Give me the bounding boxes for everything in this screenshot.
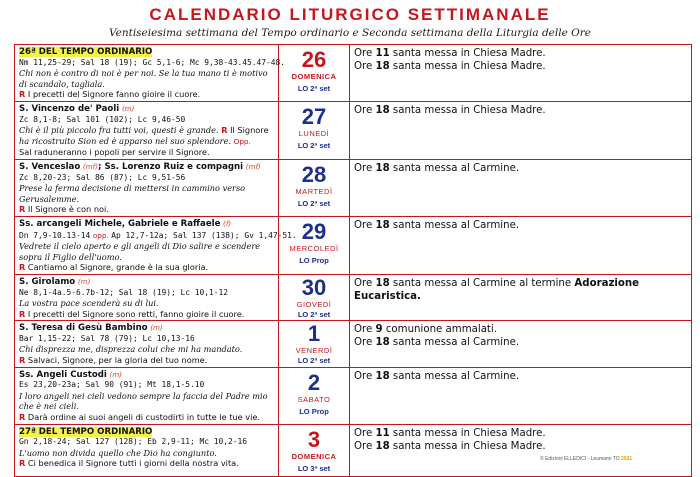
readings: Gn 2,18-24; Sal 127 (128); Eb 2,9-11; Mc 10,2-16 — [19, 437, 248, 447]
day-heading: S. Venceslao — [19, 161, 81, 172]
calendar-row-30 — [15, 274, 692, 320]
psalter-week: LO Prop — [299, 406, 329, 416]
publisher-footer: © Edizioni ELLEDICI - Leumann TO 2021 — [540, 456, 633, 462]
calendar-row-29 — [15, 216, 692, 274]
gospel-verse: Chi disprezza me, disprezza colui che mi ha mandato. — [19, 344, 243, 355]
psalter-week: LO 2ª set — [297, 84, 331, 93]
mass-line: Ore 11 santa messa in Chiesa Madre. — [354, 48, 546, 59]
weekday: MERCOLEDÌ — [289, 243, 339, 253]
mass-line: Ore 18 santa messa al Carmine al termine Adorazione — [354, 277, 640, 289]
day-heading: Ss. arcangeli Michele, Gabriele e Raffaele — [19, 218, 221, 229]
day-number: 26 — [301, 47, 327, 72]
day-heading: S. Vincenzo de' Paoli — [19, 104, 120, 114]
liturgy-cell: Ss. arcangeli Michele, Gabriele e Raffaele (f) Dn 7,9-10.13-14 opp. Ap 12,7-12a; Sal 137 (138); Gv 1,47-51. Vedrete il cielo aperto e gli angeli di Dio salire e scendere sopra il Figlio dell'uomo. R Cantiamo al Signore, grande è la sua gloria. — [15, 216, 279, 274]
masses-cell — [350, 321, 692, 367]
weekday: SABATO — [297, 394, 331, 404]
date-cell — [279, 216, 350, 274]
liturgy-cell: S. Vincenzo de' Paoli (m) Zc 8,1-8; Sal 101 (102); Lc 9,46-50 Chi è il più piccolo fra tutti voi, questi è grande. R Il Signore ha ricostruito Sion ed è apparso nel suo splendore. Opp. Sal raduneranno i popoli per servire il Signore. — [15, 102, 279, 160]
mass-line: Ore 18 santa messa al Carmine. — [354, 162, 520, 174]
weekday: GIOVEDÌ — [296, 299, 332, 309]
day-number: 2 — [307, 369, 321, 395]
response-icon: R — [19, 89, 26, 100]
liturgy-cell: 27ª DEL TEMPO ORDINARIO Gn 2,18-24; Sal 127 (128); Eb 2,9-11; Mc 10,2-16 L'uomo non divida quello che Dio ha congiunto. R Ci benedica il Signore tutti i giorni della nostra vita. — [15, 424, 279, 476]
day-heading: S. Girolamo — [19, 276, 76, 287]
calendar-row-2 — [15, 367, 692, 424]
date-cell — [279, 45, 350, 102]
psalm-response: Ci benedica il Signore tutti i giorni della nostra vita. — [27, 458, 239, 469]
day-number: 27 — [301, 104, 327, 129]
day-number: 1 — [307, 321, 321, 347]
readings: Zc 8,20-23; Sal 86 (87); Lc 9,51-56 — [19, 172, 186, 182]
rank-badge: (m) — [121, 104, 135, 113]
day-heading: Ss. Angeli Custodi — [19, 369, 107, 380]
day-number: 29 — [301, 218, 327, 244]
readings: Zc 8,1-8; Sal 101 (102); Lc 9,46-50 — [19, 114, 186, 124]
mass-line: Ore 18 santa messa al Carmine. — [354, 370, 520, 382]
date-cell — [279, 274, 350, 320]
readings: Ne 8,1-4a.5-6.7b-12; Sal 18 (19); Lc 10,1-12 — [19, 287, 229, 297]
mass-line: Ore 18 santa messa in Chiesa Madre. — [354, 105, 546, 116]
liturgy-cell: S. Teresa di Gesù Bambino (m) Bar 1,15-22; Sal 78 (79); Lc 10,13-16 Chi disprezza me, disprezza colui che mi ha mandato. R Salvaci, Signore, per la gloria del tuo nome. — [15, 321, 279, 367]
opp-label: Opp. — [233, 136, 251, 146]
day-heading: 26ª DEL TEMPO ORDINARIO — [19, 47, 153, 57]
weekday: MARTEDÌ — [295, 186, 333, 196]
date-cell — [279, 367, 350, 424]
date-cell — [279, 321, 350, 367]
inline-response: Il Signore — [230, 125, 269, 136]
mass-line: Ore 18 santa messa al Carmine. — [354, 219, 520, 231]
psalm-response: Sal raduneranno i popoli per servire il Signore. — [19, 147, 210, 158]
masses-cell — [350, 102, 692, 160]
calendar-row-26 — [15, 45, 692, 102]
gospel-verse: L'uomo non divida quello che Dio ha congiunto. — [19, 447, 217, 458]
masses-cell — [350, 216, 692, 274]
gospel-verse-cont: ha ricostruito Sion ed è apparso nel suo splendore. — [19, 135, 232, 146]
psalm-response: Darà ordine ai suoi angeli di custodirti in tutte le tue vie. — [27, 412, 261, 423]
day-number: 3 — [307, 426, 321, 452]
masses-cell — [350, 45, 692, 102]
mass-line: Ore 9 comunione ammalati. — [354, 324, 497, 336]
date-cell — [279, 102, 350, 160]
calendar-row-28 — [15, 159, 692, 216]
psalter-week: LO 3ª set — [297, 463, 331, 473]
psalter-week: LO Prop — [299, 255, 329, 265]
masses-cell — [350, 367, 692, 424]
psalm-response: Il Signore è con noi. — [27, 204, 109, 215]
readings: Es 23,20-23a; Sal 90 (91); Mt 18,1-5.10 — [19, 380, 205, 390]
gospel-verse: Chi non è contro di noi è per noi. Se la tua mano ti è motivo di scandalo, tagliala. — [19, 68, 268, 89]
mass-line: Ore 11 santa messa in Chiesa Madre. — [354, 427, 546, 439]
date-cell — [279, 159, 350, 216]
liturgy-cell: Ss. Angeli Custodi (m) Es 23,20-23a; Sal 90 (91); Mt 18,1-5.10 I loro angeli nei cieli vedono sempre la faccia del Padre mio che è nei cieli. R Darà ordine ai suoi angeli di custodirti in tutte le tue vie. — [15, 367, 279, 424]
day-heading: S. Teresa di Gesù Bambino — [19, 323, 148, 334]
calendar-row-3 — [15, 424, 692, 476]
psalm-response: I precetti del Signore fanno gioire il cuore. — [27, 89, 201, 100]
weekly-calendar-table — [14, 44, 692, 477]
psalm-response: Salvaci, Signore, per la gloria del tuo nome. — [27, 355, 208, 366]
date-cell — [279, 424, 350, 476]
weekday: DOMENICA — [291, 72, 337, 81]
liturgy-cell: S. Venceslao (mf); Ss. Lorenzo Ruiz e compagni (mf) Zc 8,20-23; Sal 86 (87); Lc 9,51-56 Prese la ferma decisione di mettersi in cammino verso Gerusalemme. R Il Signore è con noi. — [15, 159, 279, 216]
psalter-week: LO 2ª set — [297, 356, 331, 366]
psalter-week: LO 2ª set — [297, 198, 331, 208]
day-number: 28 — [301, 161, 327, 187]
gospel-verse: Vedrete il cielo aperto e gli angeli di Dio salire e scendere sopra il Figlio dell'uomo. — [19, 241, 261, 262]
masses-cell — [350, 159, 692, 216]
weekday: DOMENICA — [291, 451, 337, 461]
mass-line: Ore 18 santa messa in Chiesa Madre. — [354, 440, 546, 452]
psalter-week: LO 2ª set — [297, 141, 331, 150]
gospel-verse: I loro angeli nei cieli vedono sempre la faccia del Padre mio che è nei cieli. — [19, 390, 268, 412]
calendar-row-1 — [15, 321, 692, 367]
masses-cell — [350, 424, 692, 476]
weekday: LUNEDÌ — [298, 129, 330, 138]
mass-line: Ore 18 santa messa al Carmine. — [354, 337, 520, 349]
psalm-response: I precetti del Signore sono retti, fanno gioire il cuore. — [27, 308, 245, 319]
day-heading: 27ª DEL TEMPO ORDINARIO — [19, 426, 153, 437]
readings: Bar 1,15-22; Sal 78 (79); Lc 10,13-16 — [19, 333, 195, 343]
gospel-verse: Chi è il più piccolo fra tutti voi, questi è grande. — [19, 125, 219, 136]
psalm-response: Cantiamo al Signore, grande è la sua gloria. — [27, 262, 209, 273]
masses-cell — [350, 274, 692, 320]
page-subtitle: Ventiseiesima settimana del Tempo ordinario e Seconda settimana della Liturgia delle Ore — [109, 27, 591, 39]
calendar-row-27 — [15, 102, 692, 160]
psalter-week: LO 2ª set — [297, 309, 331, 319]
day-number: 30 — [301, 274, 327, 300]
mass-line-cont: Eucaristica. — [354, 290, 421, 302]
readings: Nm 11,25-29; Sal 18 (19); Gc 5,1-6; Mc 9,38-43.45.47-48. — [19, 57, 286, 67]
weekday: VENERDÌ — [295, 346, 333, 356]
liturgy-cell: S. Girolamo (m) Ne 8,1-4a.5-6.7b-12; Sal 18 (19); Lc 10,1-12 La vostra pace scenderà su di lui. R I precetti del Signore sono retti, fanno gioire il cuore. — [15, 274, 279, 320]
gospel-verse: La vostra pace scenderà su di lui. — [19, 298, 159, 309]
mass-line: Ore 18 santa messa in Chiesa Madre. — [354, 61, 546, 72]
liturgy-cell — [15, 45, 286, 102]
page-title: CALENDARIO LITURGICO SETTIMANALE — [149, 5, 551, 24]
gospel-verse: Prese la ferma decisione di mettersi in cammino verso Gerusalemme. — [19, 183, 246, 204]
